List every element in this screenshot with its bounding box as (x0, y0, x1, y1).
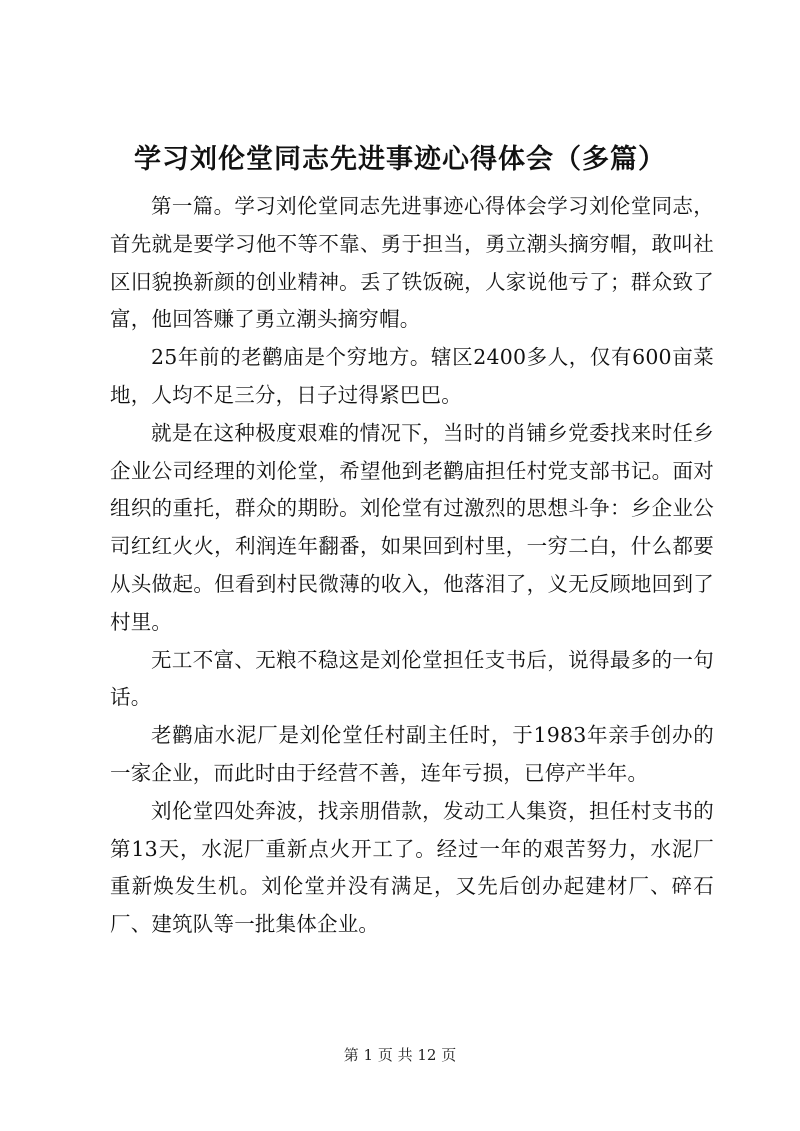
paragraph-4: 无工不富、无粮不稳这是刘伦堂担任支书后，说得最多的一句话。 (110, 647, 714, 710)
paragraph-3: 就是在这种极度艰难的情况下，当时的肖铺乡党委找来时任乡企业公司经理的刘伦堂，希望他到老鹳庙担任村党支部书记。面对组织的重托，群众的期盼。刘伦堂有过激烈的思想斗争：乡企业公司红红火火，利润连年翻番，如果回到村里，一穷二白，什么都要从头做起。但看到村民微薄的收入，他落泪了，义无反顾地回到了村里。 (110, 420, 714, 634)
document-body (110, 188, 714, 944)
paragraph-5: 老鹳庙水泥厂是刘伦堂任村副主任时，于1983年亲手创办的一家企业，而此时由于经营不善，连年亏损，已停产半年。 (110, 723, 714, 785)
paragraph-6: 刘伦堂四处奔波，找亲朋借款，发动工人集资，担任村支书的第13天，水泥厂重新点火开工了。经过一年的艰苦努力，水泥厂重新焕发生机。刘伦堂并没有满足，又先后创办起建材厂、碎石厂、建筑队等一批集体企业。 (110, 798, 714, 937)
page-number-footer: 第 1 页 共 12 页 (343, 1046, 457, 1064)
document-title: 学习刘伦堂同志先进事迹心得体会（多篇） (134, 144, 666, 175)
paragraph-2: 25年前的老鹳庙是个穷地方。辖区2400多人，仅有600亩菜地，人均不足三分，日子过得紧巴巴。 (110, 345, 714, 407)
paragraph-1: 第一篇。学习刘伦堂同志先进事迹心得体会学习刘伦堂同志，首先就是要学习他不等不靠、勇于担当，勇立潮头摘穷帽，敢叫社区旧貌换新颜的创业精神。丢了铁饭碗，人家说他亏了；群众致了富，他回答赚了勇立潮头摘穷帽。 (110, 194, 714, 332)
